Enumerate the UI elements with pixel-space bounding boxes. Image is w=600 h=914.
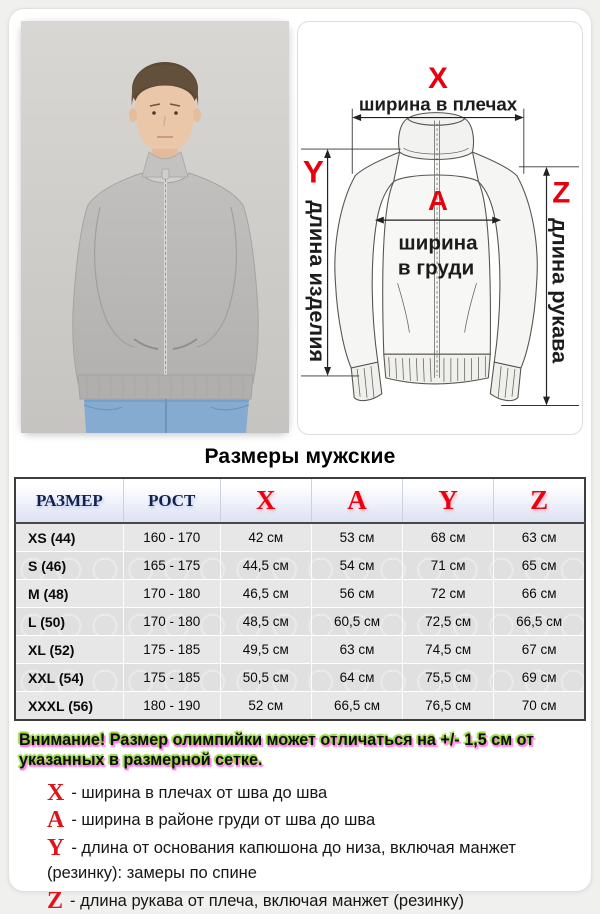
diagram-a-label-2: в груди: [397, 256, 475, 280]
measure-cell: 67 см: [494, 636, 585, 664]
measure-cell: 165 - 175: [123, 552, 220, 580]
measure-cell: 66,5 см: [494, 608, 585, 636]
jacket-measurement-drawing: [298, 22, 582, 434]
measure-cell: 53 см: [311, 523, 402, 552]
measure-cell: 170 - 180: [123, 580, 220, 608]
measure-cell: 52 см: [220, 692, 311, 721]
measure-cell: 70 см: [494, 692, 585, 721]
legend-item: [47, 808, 577, 833]
table-row: [15, 580, 585, 608]
legend-letter: A: [47, 807, 65, 834]
measure-cell: 63 см: [311, 636, 402, 664]
legend-letter: Z: [47, 887, 64, 914]
measure-cell: 74,5 см: [403, 636, 494, 664]
measure-cell: 60,5 см: [311, 608, 402, 636]
measure-cell: 46,5 см: [220, 580, 311, 608]
diagram-a-letter: A: [428, 185, 449, 217]
measure-cell: 42 см: [220, 523, 311, 552]
measure-cell: 75,5 см: [403, 664, 494, 692]
legend-letter: Y: [47, 835, 65, 861]
measure-cell: 72,5 см: [403, 608, 494, 636]
size-label-cell: XL (52): [15, 636, 123, 664]
measure-cell: 71 см: [403, 552, 494, 580]
legend-text: - длина от основания капюшона до низа, включая манжет (резинку): замеры по спине: [47, 839, 516, 882]
size-label-cell: S (46): [15, 552, 123, 580]
measure-cell: 170 - 180: [123, 608, 220, 636]
measure-cell: 65 см: [494, 552, 585, 580]
diagram-x-letter: X: [428, 61, 448, 95]
model-photo-illustration: [21, 21, 289, 433]
diagram-y-letter: Y: [302, 153, 324, 190]
measure-cell: 160 - 170: [123, 523, 220, 552]
table-row: [15, 636, 585, 664]
product-photo: [21, 21, 289, 433]
measure-cell: 63 см: [494, 523, 585, 552]
table-row: [15, 692, 585, 721]
size-label-cell: M (48): [15, 580, 123, 608]
measure-cell: 72 см: [403, 580, 494, 608]
size-diagram: [297, 21, 583, 435]
diagram-a-label-1: ширина: [398, 231, 478, 255]
legend-item: [47, 889, 577, 914]
legend-text: - длина рукава от плеча, включая манжет (резинку): [70, 891, 464, 910]
header-x: X: [220, 478, 311, 523]
measure-cell: 69 см: [494, 664, 585, 692]
size-label-cell: XS (44): [15, 523, 123, 552]
legend-text: - ширина в плечах от шва до шва: [71, 783, 328, 802]
measure-cell: 50,5 см: [220, 664, 311, 692]
measure-cell: 48,5 см: [220, 608, 311, 636]
header-height: РОСТ: [123, 478, 220, 523]
size-guide-card: [8, 8, 592, 914]
measure-cell: 175 - 185: [123, 664, 220, 692]
table-row: [15, 664, 585, 692]
measure-cell: 76,5 см: [403, 692, 494, 721]
size-table-header: [15, 478, 585, 523]
diagram-z-label: длина рукава: [547, 218, 573, 364]
size-table-body: [15, 523, 585, 720]
table-row: [15, 608, 585, 636]
size-label-cell: XXL (54): [15, 664, 123, 692]
diagram-x-label: ширина в плечах: [358, 93, 518, 115]
size-label-cell: L (50): [15, 608, 123, 636]
measure-cell: 49,5 см: [220, 636, 311, 664]
size-label-cell: XXXL (56): [15, 692, 123, 721]
table-row: [15, 523, 585, 552]
measure-cell: 180 - 190: [123, 692, 220, 721]
diagram-y-label: длина изделия: [304, 200, 330, 363]
measure-cell: 175 - 185: [123, 636, 220, 664]
table-row: [15, 552, 585, 580]
measure-cell: 56 см: [311, 580, 402, 608]
header-size: РАЗМЕР: [15, 478, 123, 523]
header-a: A: [311, 478, 402, 523]
legend-item: [47, 836, 577, 886]
header-z: Z: [494, 478, 585, 523]
diagram-z-letter: Z: [552, 176, 571, 210]
measure-cell: 54 см: [311, 552, 402, 580]
measurement-legend: [9, 773, 591, 914]
section-title: Размеры мужские: [204, 445, 396, 468]
measure-cell: 44,5 см: [220, 552, 311, 580]
measure-cell: 66 см: [494, 580, 585, 608]
image-section: [9, 9, 591, 437]
header-y: Y: [403, 478, 494, 523]
measure-cell: 68 см: [403, 523, 494, 552]
legend-letter: X: [47, 779, 65, 806]
legend-item: [47, 781, 577, 806]
size-table: [14, 477, 586, 721]
measure-cell: 64 см: [311, 664, 402, 692]
attention-notice: Внимание! Размер олимпийки может отличаться на +/- 1,5 см от указанных в размерной сетке.: [19, 731, 535, 770]
measure-cell: 66,5 см: [311, 692, 402, 721]
legend-text: - ширина в районе груди от шва до шва: [71, 811, 376, 830]
